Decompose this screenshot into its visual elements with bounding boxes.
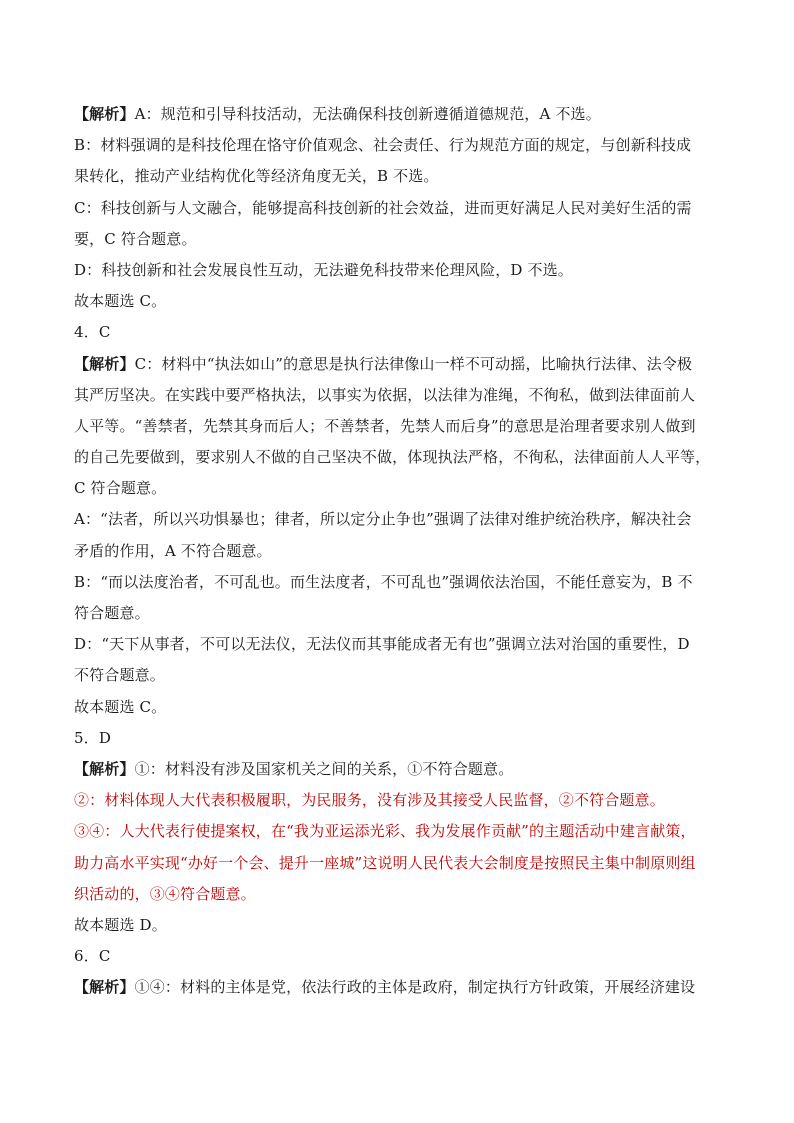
q4-analysis-line-10: D：“天下从事者，不可以无法仪，无法仪而其事能成者无有也”强调立法对治国的重要性，D bbox=[74, 635, 690, 654]
q4-analysis-line-7: 矛盾的作用，A 不符合题意。 bbox=[74, 541, 272, 560]
q5-analysis-line-5: 织活动的，③④符合题意。 bbox=[74, 884, 256, 903]
analysis-tag: 【解析】 bbox=[74, 354, 135, 373]
q3-analysis-line-b: B：材料强调的是科技伦理在恪守价值观念、社会责任、行为规范方面的规定，与创新科技成 bbox=[74, 136, 692, 155]
q4-analysis-line-9: 符合题意。 bbox=[74, 604, 150, 622]
q4-analysis-line-11: 不符合题意。 bbox=[74, 666, 165, 685]
q4-conclusion: 故本题选 C。 bbox=[74, 697, 167, 716]
q5-heading: 5．D bbox=[74, 728, 112, 747]
q6-analysis-line-1: 【解析】①④：材料的主体是党，依法行政的主体是政府，制定执行方针政策，开展经济建设 bbox=[74, 978, 696, 997]
analysis-tag: 【解析】 bbox=[74, 105, 135, 123]
q4-analysis-line-2: 其严厉坚决。在实践中要严格执法，以事实为依据，以法律为准绳，不徇私，做到法律面前人 bbox=[74, 385, 696, 404]
q4-analysis-line-1: 【解析】C：材料中“执法如山”的意思是执行法律像山一样不可动摇，比喻执行法律、法令极 bbox=[74, 354, 693, 373]
q3-analysis-line-b-cont: 果转化，推动产业结构优化等经济角度无关，B 不选。 bbox=[74, 167, 439, 186]
q3-conclusion: 故本题选 C。 bbox=[74, 292, 167, 311]
q4-analysis-line-3: 人平等。“善禁者，先禁其身而后人；不善禁者，先禁人而后身”的意思是治理者要求别人做到 bbox=[74, 416, 696, 435]
q6-heading: 6．C bbox=[74, 947, 111, 966]
q4-heading: 4．C bbox=[74, 323, 111, 342]
q3-analysis-line-c: C：科技创新与人文融合，能够提高科技创新的社会效益，进而更好满足人民对美好生活的需 bbox=[74, 198, 692, 217]
q3-analysis-line-c-cont: 要，C 符合题意。 bbox=[74, 229, 197, 248]
q4-analysis-line-4: 的自己先要做到，要求别人不做的自己坚决不做，体现执法严格，不徇私，法律面前人人平等， bbox=[74, 448, 711, 467]
q5-analysis-line-4: 助力高水平实现“办好一个会、提升一座城”这说明人民代表大会制度是按照民主集中制原则组 bbox=[74, 853, 696, 872]
q5-analysis-line-3: ③④：人大代表行使提案权，在“我为亚运添光彩、我为发展作贡献”的主题活动中建言献策， bbox=[74, 822, 696, 841]
answer-explanations-page bbox=[74, 99, 726, 1003]
q3-analysis-line-d: D：科技创新和社会发展良性互动，无法避免科技带来伦理风险，D 不选。 bbox=[74, 260, 573, 279]
q5-analysis-line-2: ②：材料体现人大代表积极履职，为民服务，没有涉及其接受人民监督，②不符合题意。 bbox=[74, 791, 665, 810]
q5-analysis-line-1: 【解析】①：材料没有涉及国家机关之间的关系，①不符合题意。 bbox=[74, 759, 514, 778]
q5-conclusion: 故本题选 D。 bbox=[74, 915, 167, 934]
analysis-tag: 【解析】 bbox=[74, 759, 135, 778]
q4-analysis-line-6: A：“法者，所以兴功惧暴也；律者，所以定分止争也”强调了法律对维护统治秩序，解决社会 bbox=[74, 510, 692, 529]
q4-analysis-line-5: C 符合题意。 bbox=[74, 479, 167, 498]
analysis-tag: 【解析】 bbox=[74, 978, 135, 997]
q3-analysis-line-a: 【解析】A：规范和引导科技活动，无法确保科技创新遵循道德规范，A 不选。 bbox=[74, 105, 601, 123]
q4-analysis-line-8: B：“而以法度治者，不可乱也。而生法度者，不可乱也”强调依法治国，不能任意妄为，B 不 bbox=[74, 572, 693, 591]
